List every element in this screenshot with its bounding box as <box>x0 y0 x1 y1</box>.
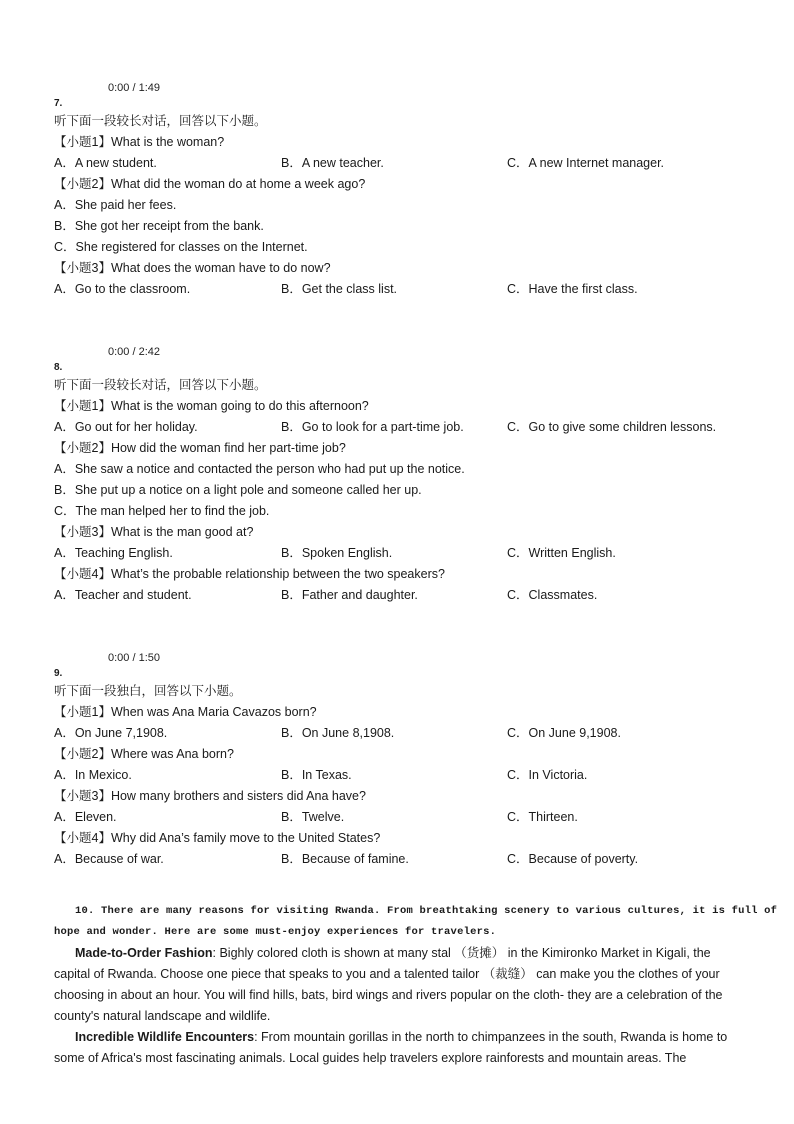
option-a: A．Because of war. <box>54 852 164 866</box>
passage-intro-line: 10. There are many reasons for visiting Rwanda. From breathtaking scenery to various cultures, it is full of <box>75 905 778 917</box>
option-b: B．Father and daughter. <box>281 588 418 602</box>
option-row <box>54 543 744 564</box>
option-b: B．In Texas. <box>281 768 352 782</box>
option-b: B．Because of famine. <box>281 852 409 866</box>
question-7 <box>54 81 744 300</box>
audio-player-time[interactable]: 0:00 / 2:42 <box>108 346 160 358</box>
option-row <box>54 417 744 438</box>
option-row <box>54 279 744 300</box>
subquestion-prompt: 【小题4】What’s the probable relationship between the two speakers? <box>54 567 445 581</box>
option-b: B．She got her receipt from the bank. <box>54 219 264 233</box>
option-row <box>54 849 744 870</box>
subquestion-prompt: 【小题2】How did the woman find her part-time job? <box>54 441 346 455</box>
passage-paragraph <box>54 943 744 1027</box>
option-a: A．Teaching English. <box>54 546 173 560</box>
subquestion-prompt: 【小题1】What is the woman going to do this afternoon? <box>54 399 369 413</box>
subquestion-prompt: 【小题1】When was Ana Maria Cavazos born? <box>54 705 317 719</box>
option-a: A．She paid her fees. <box>54 198 177 212</box>
option-a: A．Go to the classroom. <box>54 282 191 296</box>
subquestion-prompt: 【小题3】How many brothers and sisters did Ana have? <box>54 789 366 803</box>
option-row <box>54 765 744 786</box>
passage-intro-line: hope and wonder. Here are some must-enjoy experiences for travelers. <box>54 926 497 938</box>
option-b: B．Get the class list. <box>281 282 398 296</box>
question-instruction: 听下面一段独白，回答以下小题。 <box>54 684 242 698</box>
option-c: C．The man helped her to find the job. <box>54 504 270 518</box>
paragraph-text: : Bighly colored cloth is shown at many stal （货摊） in the Kimironko Market in Kigali, the capital of Rwanda. Choose one piece that speaks to you and a talented tailor （裁缝） can make you the clothes of your choosing in about an hour. You will find hills, bats, bird wings and rivers popular on the cloth- they are a celebration of the county's natural landscape and wildlife. <box>54 946 723 1023</box>
option-c: C．Written English. <box>507 546 616 560</box>
question-number: 8. <box>54 362 63 373</box>
option-b: B．Go to look for a part-time job. <box>281 420 464 434</box>
option-b: B．On June 8,1908. <box>281 726 395 740</box>
option-b: B．Twelve. <box>281 810 345 824</box>
option-c: C．She registered for classes on the Internet. <box>54 240 308 254</box>
option-row <box>54 585 744 606</box>
audio-player-time[interactable]: 0:00 / 1:49 <box>108 82 160 94</box>
question-instruction: 听下面一段较长对话，回答以下小题。 <box>54 114 267 128</box>
option-c: C．A new Internet manager. <box>507 156 665 170</box>
option-b: B．Spoken English. <box>281 546 393 560</box>
question-10-passage <box>54 901 778 1069</box>
option-a: A．A new student. <box>54 156 157 170</box>
question-8 <box>54 345 744 606</box>
option-c: C．Go to give some children lessons. <box>507 420 717 434</box>
subquestion-prompt: 【小题4】Why did Ana’s family move to the United States? <box>54 831 381 845</box>
audio-player-time[interactable]: 0:00 / 1:50 <box>108 652 160 664</box>
option-c: C．Because of poverty. <box>507 852 639 866</box>
question-instruction: 听下面一段较长对话，回答以下小题。 <box>54 378 267 392</box>
question-number: 7. <box>54 98 63 109</box>
question-number: 9. <box>54 668 63 679</box>
option-row <box>54 807 744 828</box>
subquestion-prompt: 【小题1】What is the woman? <box>54 135 225 149</box>
paragraph-heading: Incredible Wildlife Encounters <box>75 1030 255 1044</box>
option-a: A．She saw a notice and contacted the person who had put up the notice. <box>54 462 465 476</box>
paragraph-heading: Made-to-Order Fashion <box>75 946 213 960</box>
subquestion-prompt: 【小题3】What is the man good at? <box>54 525 254 539</box>
option-row <box>54 153 744 174</box>
option-b: B．She put up a notice on a light pole and someone called her up. <box>54 483 422 497</box>
option-c: C．In Victoria. <box>507 768 588 782</box>
option-c: C．Classmates. <box>507 588 598 602</box>
paragraph-text: : From mountain gorillas in the north to chimpanzees in the south, Rwanda is home to some of Africa's most fascinating animals. Local guides help travelers explore rainforests and mountain areas. The <box>54 1030 728 1065</box>
subquestion-prompt: 【小题3】What does the woman have to do now? <box>54 261 331 275</box>
option-a: A．Eleven. <box>54 810 117 824</box>
option-c: C．On June 9,1908. <box>507 726 621 740</box>
option-a: A．Go out for her holiday. <box>54 420 198 434</box>
option-a: A．On June 7,1908. <box>54 726 168 740</box>
passage-paragraph <box>54 1027 744 1069</box>
option-row <box>54 723 744 744</box>
subquestion-prompt: 【小题2】Where was Ana born? <box>54 747 234 761</box>
question-9 <box>54 651 744 870</box>
option-a: A．In Mexico. <box>54 768 132 782</box>
option-b: B．A new teacher. <box>281 156 384 170</box>
option-a: A．Teacher and student. <box>54 588 192 602</box>
option-c: C．Thirteen. <box>507 810 578 824</box>
subquestion-prompt: 【小题2】What did the woman do at home a week ago? <box>54 177 366 191</box>
option-c: C．Have the first class. <box>507 282 638 296</box>
